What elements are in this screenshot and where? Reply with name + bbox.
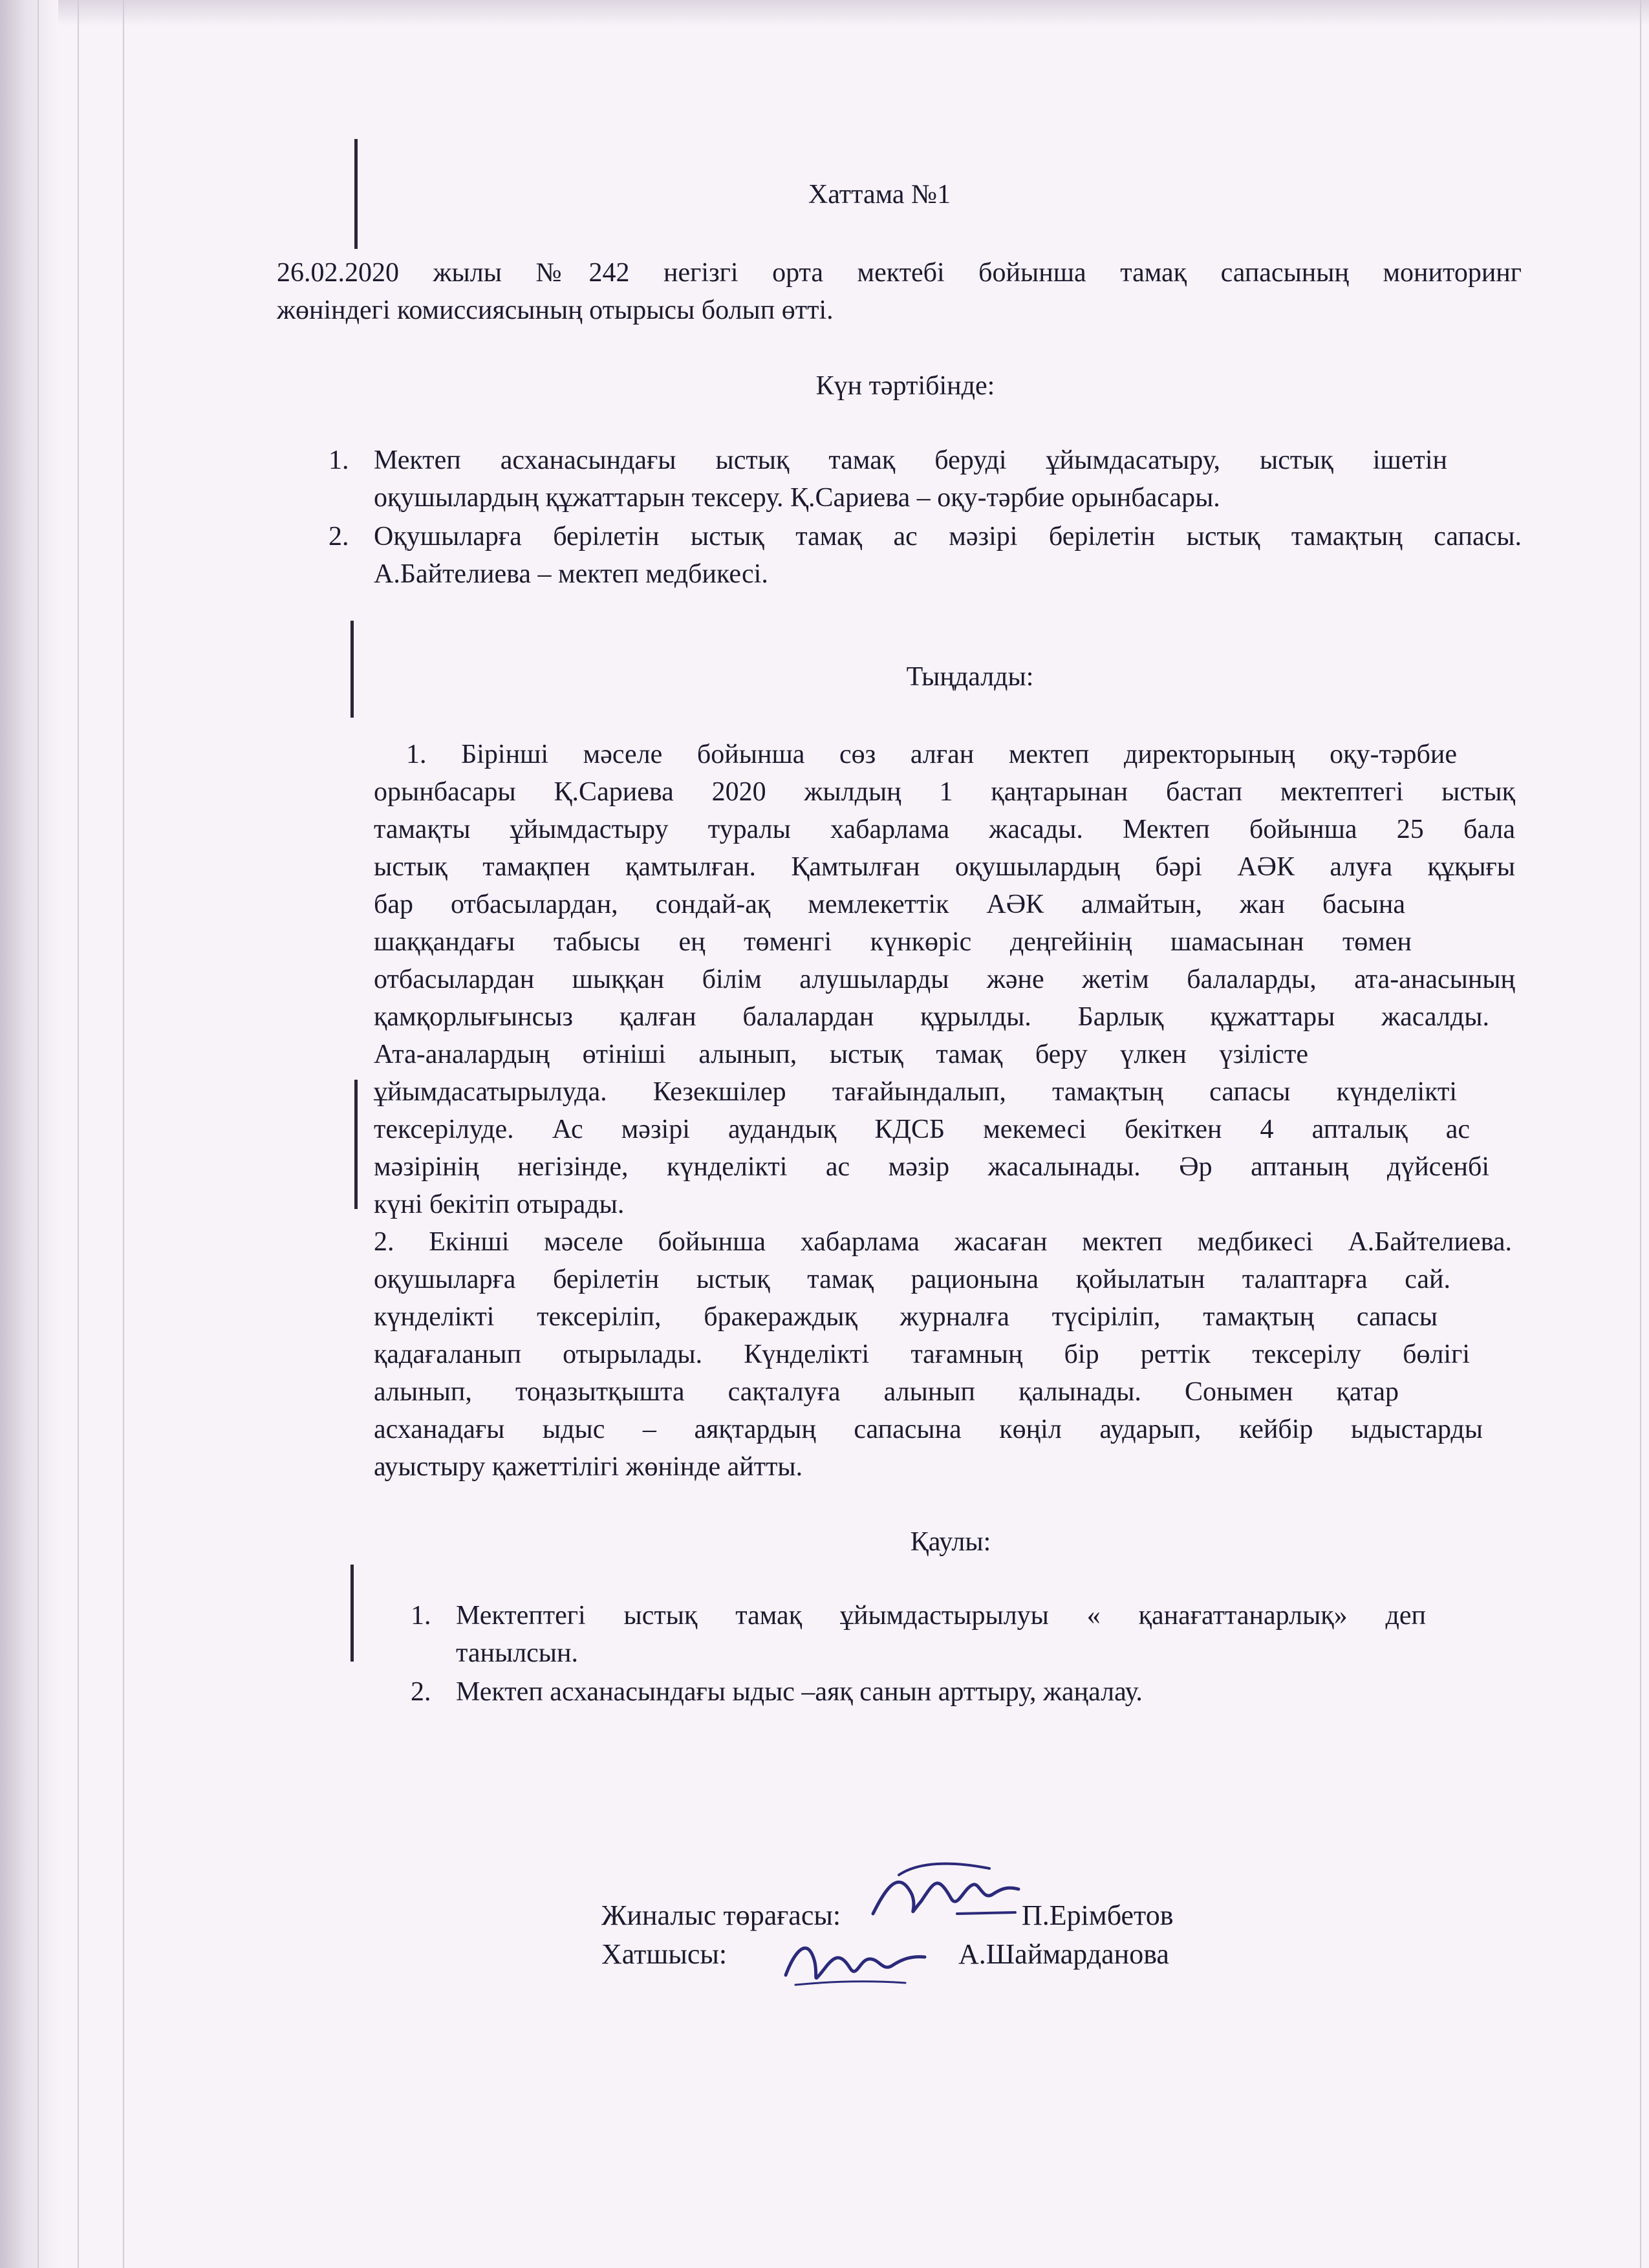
page-edge-line	[123, 0, 124, 2268]
agenda-item-1-line-1: Мектеп асханасындағы ыстық тамақ беруді ұйымдасатыру, ыстық ішетін	[374, 445, 1447, 475]
scan-shadow-left	[0, 0, 58, 2268]
agenda-item-2-line-2: А.Байтелиева – мектеп медбикесі.	[374, 559, 768, 589]
margin-mark	[350, 621, 354, 718]
heard-line: ыстық тамақпен қамтылған. Қамтылған оқушылардың бәрі АӘК алуға құқығы	[374, 852, 1515, 882]
intro-line-1: 26.02.2020 жылы №242 негізгі орта мектебі бойынша тамақ сапасының мониторинг	[277, 258, 1522, 288]
resolved-item-number: 2.	[411, 1677, 431, 1707]
secretary-signature	[776, 1923, 931, 1995]
page-edge-line	[1640, 0, 1641, 2268]
heard-line: бар отбасылардан, сондай-ақ мемлекеттік АӘК алмайтын, жан басына	[374, 890, 1405, 919]
heard-line: отбасылардан шыққан білім алушыларды және жетім балаларды, ата-анасының	[374, 965, 1515, 994]
resolved-heading: Қаулы:	[910, 1527, 991, 1557]
heard-line: 1. Бірінші мәселе бойынша сөз алған мектеп директорының оқу-тәрбие	[406, 740, 1457, 769]
agenda-item-1-line-2: оқушылардың құжаттарын тексеру. Қ.Сариева – оқу-тәрбие орынбасары.	[374, 483, 1220, 513]
document-title: Хаттама №1	[808, 180, 951, 209]
intro-line-2: жөніндегі комиссиясының отырысы болып өтті.	[277, 295, 834, 325]
heard-line: қамқорлығынсыз қалған балалардан құрылды. Барлық құжаттары жасалды.	[374, 1002, 1489, 1032]
agenda-item-2-line-1: Оқушыларға берілетін ыстық тамақ ас мәзірі берілетін ыстық тамақтың сапасы.	[374, 522, 1522, 551]
heard-heading: Тыңдалды:	[906, 662, 1034, 692]
resolved-item-number: 1.	[411, 1601, 431, 1631]
heard-line: асханадағы ыдыс – аяқтардың сапасына көңіл аударып, кейбір ыдыстарды	[374, 1415, 1483, 1444]
margin-mark	[354, 1080, 358, 1209]
heard-line: Ата-аналардың өтініші алынып, ыстық тамақ беру үлкен үзілісте	[374, 1040, 1308, 1069]
page-edge-line	[78, 0, 79, 2268]
agenda-item-number: 1.	[329, 445, 349, 475]
margin-mark	[354, 139, 358, 249]
heard-line: орынбасары Қ.Сариева 2020 жылдың 1 қаңтарынан бастап мектептегі ыстық	[374, 777, 1515, 807]
agenda-heading: Күн тәртібінде:	[815, 371, 995, 401]
heard-line: күні бекітіп отырады.	[374, 1190, 625, 1219]
page-edge-line	[38, 0, 39, 2268]
agenda-item-number: 2.	[329, 522, 349, 551]
heard-line: 2. Екінші мәселе бойынша хабарлама жасаған мектеп медбикесі А.Байтелиева.	[374, 1227, 1512, 1257]
resolved-item-2-line-1: Мектеп асханасындағы ыдыс –аяқ санын арттыру, жаңалау.	[456, 1677, 1143, 1707]
heard-line: күнделікті тексеріліп, бракераждық журналға түсіріліп, тамақтың сапасы	[374, 1302, 1438, 1332]
secretary-label: Хатшысы:	[601, 1938, 727, 1970]
heard-line: оқушыларға берілетін ыстық тамақ рационына қойылатын талаптарға сай.	[374, 1265, 1450, 1294]
chair-name: П.Ерімбетов	[1022, 1899, 1174, 1931]
margin-mark	[350, 1565, 354, 1662]
heard-line: қадағаланып отырылады. Күнделікті тағамның бір реттік тексерілу бөлігі	[374, 1340, 1470, 1369]
chair-label: Жиналыс төрағасы:	[601, 1899, 841, 1931]
heard-line: алынып, тоңазытқышта сақталуға алынып қалынады. Сонымен қатар	[374, 1377, 1399, 1407]
secretary-name: А.Шаймарданова	[958, 1938, 1169, 1970]
heard-line: тамақты ұйымдастыру туралы хабарлама жасады. Мектеп бойынша 25 бала	[374, 815, 1515, 844]
heard-line: тексерілуде. Ас мәзірі аудандық КДСБ мекемесі бекіткен 4 апталық ас	[374, 1115, 1470, 1144]
heard-line: ұйымдасатырылуда. Кезекшілер тағайындалып, тамақтың сапасы күнделікті	[374, 1077, 1457, 1107]
resolved-item-1-line-2: танылсын.	[456, 1638, 578, 1668]
heard-line: ауыстыру қажеттілігі жөнінде айтты.	[374, 1452, 803, 1482]
scan-shadow-top	[0, 0, 1649, 26]
heard-line: мәзірінің негізінде, күнделікті ас мәзір жасалынады. Әр аптаның дүйсенбі	[374, 1152, 1489, 1182]
heard-line: шаққандағы табысы ең төменгі күнкөріс деңгейінің шамасынан төмен	[374, 927, 1412, 957]
resolved-item-1-line-1: Мектептегі ыстық тамақ ұйымдастырылуы « қанағаттанарлық» деп	[456, 1601, 1426, 1631]
